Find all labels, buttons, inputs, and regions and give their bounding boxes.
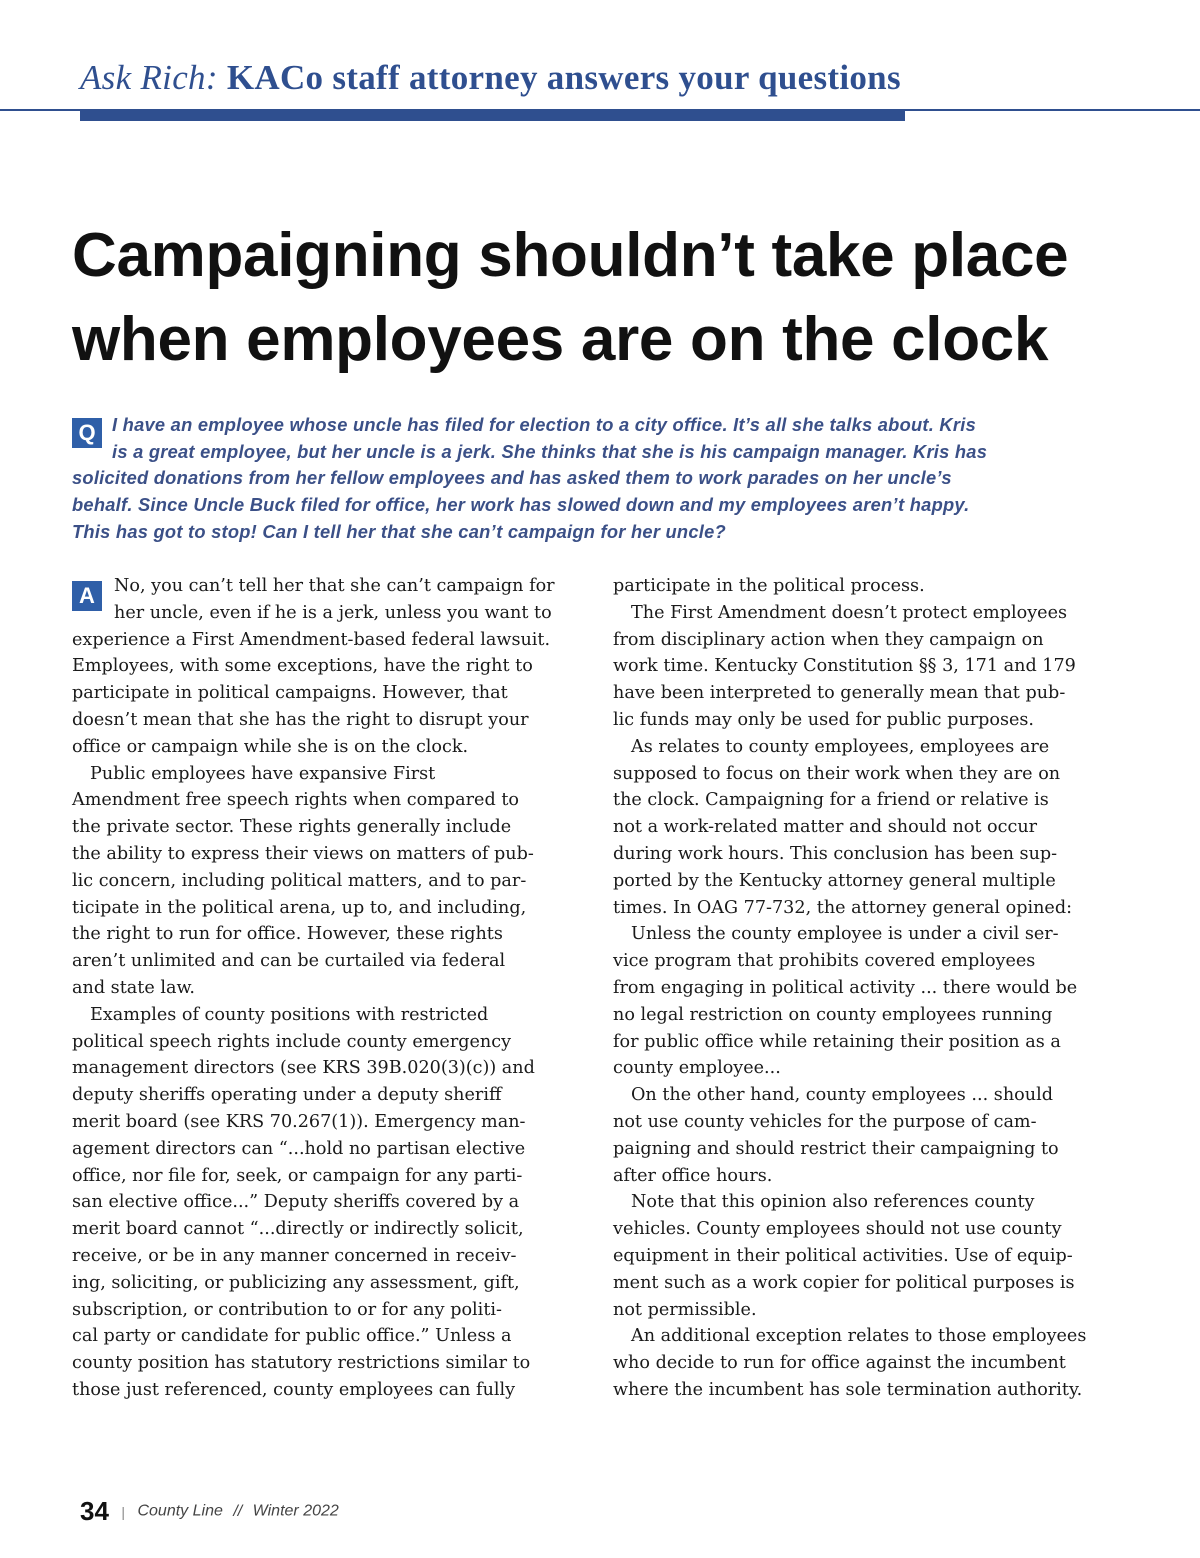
answer-line: The First Amendment doesn’t protect employees: [631, 602, 1068, 623]
answer-line: Employees, with some exceptions, have the right to: [72, 656, 533, 677]
kicker-lead: Ask Rich:: [80, 58, 218, 97]
answer-badge: A: [72, 581, 102, 611]
answer-line: county employee...: [613, 1058, 781, 1079]
answer-line: participate in the political process.: [613, 576, 925, 596]
answer-line: from engaging in political activity ... there would be: [613, 977, 1078, 998]
answer-line: merit board (see KRS 70.267(1)). Emergency man-: [72, 1111, 526, 1132]
answer-line: cal party or candidate for public office.” Unless a: [72, 1326, 512, 1347]
answer-line: for public office while retaining their position as a: [613, 1031, 1061, 1052]
answer-line: vehicles. County employees should not use county: [613, 1219, 1062, 1240]
answer-line: the private sector. These rights generally include: [72, 817, 512, 838]
answer-line: subscription, or contribution to or for any politi-: [72, 1299, 502, 1320]
answer-line: work time. Kentucky Constitution §§ 3, 171 and 179: [613, 656, 1076, 677]
answer-line: after office hours.: [613, 1165, 773, 1186]
headline-line: when employees are on the clock: [72, 305, 1049, 374]
answer-left-column: [72, 573, 592, 1404]
question-text: [72, 412, 1132, 546]
answer-line: the ability to express their views on matters of pub-: [72, 843, 534, 864]
question-line: I have an employee whose uncle has filed for election to a city office. It’s all she talks about. Kris: [112, 414, 976, 435]
answer-line: who decide to run for office against the incumbent: [613, 1353, 1066, 1374]
column-kicker: [80, 58, 901, 98]
answer-line: ticipate in the political arena, up to, and including,: [72, 897, 527, 918]
answer-line: aren’t unlimited and can be curtailed via federal: [72, 951, 506, 972]
article-headline: [72, 214, 1162, 382]
answer-line: have been interpreted to generally mean that pub-: [613, 683, 1066, 704]
answer-line: vice program that prohibits covered employees: [613, 951, 1036, 972]
answer-line: times. In OAG 77-732, the attorney general opined:: [613, 897, 1073, 918]
answer-line: no legal restriction on county employees running: [613, 1004, 1053, 1025]
question-line: solicited donations from her fellow employees and has asked them to work parades on her uncle’s: [72, 467, 952, 489]
page-footer: [80, 1496, 339, 1527]
answer-line: san elective office...” Deputy sheriffs covered by a: [72, 1192, 520, 1213]
answer-line: and state law.: [72, 977, 196, 998]
answer-line: experience a First Amendment-based federal lawsuit.: [72, 629, 551, 650]
answer-line: Public employees have expansive First: [90, 763, 436, 784]
answer-line: deputy sheriffs operating under a deputy sheriff: [72, 1085, 502, 1106]
answer-line: the right to run for office. However, these rights: [72, 924, 503, 945]
answer-line: An additional exception relates to those employees: [631, 1326, 1087, 1347]
answer-line: doesn’t mean that she has the right to disrupt your: [72, 709, 529, 730]
answer-right-column: [613, 573, 1143, 1404]
footer-divider: //: [233, 1502, 243, 1520]
answer-line: On the other hand, county employees ... should: [631, 1085, 1053, 1106]
answer-line: from disciplinary action when they campaign on: [613, 629, 1044, 650]
answer-line: the clock. Campaigning for a friend or relative is: [613, 790, 1049, 811]
answer-line: paigning and should restrict their campaigning to: [613, 1138, 1059, 1159]
headline-line: Campaigning shouldn’t take place: [72, 221, 1069, 290]
question-line: is a great employee, but her uncle is a jerk. She thinks that she is his campaign manager. Kris has: [112, 440, 988, 462]
answer-line: ported by the Kentucky attorney general multiple: [613, 870, 1056, 891]
issue-label: Winter 2022: [252, 1502, 339, 1520]
answer-line: ing, soliciting, or publicizing any assessment, gift,: [72, 1272, 520, 1293]
question-line: behalf. Since Uncle Buck filed for office, her work has slowed down and my employees aren’t happy.: [72, 494, 970, 516]
answer-line: receive, or be in any manner concerned in receiv-: [72, 1245, 517, 1266]
kicker-title: KACo staff attorney answers your questions: [226, 58, 901, 97]
footer-separator: |: [121, 1503, 126, 1520]
answer-line: office, nor file for, seek, or campaign for any parti-: [72, 1165, 523, 1186]
answer-line: office or campaign while she is on the clock.: [72, 736, 469, 757]
answer-line: supposed to focus on their work when they are on: [613, 763, 1061, 784]
answer-line: agement directors can “...hold no partisan elective: [72, 1138, 526, 1159]
answer-line: equipment in their political activities. Use of equip-: [613, 1245, 1073, 1266]
answer-line: not use county vehicles for the purpose of cam-: [613, 1111, 1037, 1132]
answer-line: participate in political campaigns. However, that: [72, 683, 508, 704]
answer-line: Examples of county positions with restricted: [90, 1004, 489, 1025]
answer-line: Note that this opinion also references county: [631, 1192, 1035, 1213]
answer-line: No, you can’t tell her that she can’t campaign for: [114, 576, 555, 596]
answer-line: Amendment free speech rights when compared to: [72, 790, 519, 811]
answer-line: county position has statutory restrictions similar to: [72, 1353, 531, 1374]
answer-line: not a work-related matter and should not occur: [613, 817, 1038, 838]
answer-line: Unless the county employee is under a civil ser-: [631, 924, 1059, 945]
answer-line: As relates to county employees, employees are: [631, 736, 1050, 757]
answer-line: not permissible.: [613, 1299, 757, 1320]
answer-line: lic concern, including political matters, and to par-: [72, 870, 527, 891]
answer-line: where the incumbent has sole termination authority.: [613, 1379, 1083, 1400]
publication-name: County Line: [137, 1502, 223, 1520]
answer-line: during work hours. This conclusion has been sup-: [613, 843, 1058, 864]
header-bar: [80, 111, 905, 121]
answer-line: ment such as a work copier for political purposes is: [613, 1272, 1075, 1293]
answer-line: management directors (see KRS 39B.020(3)(c)) and: [72, 1058, 535, 1079]
answer-line: her uncle, even if he is a jerk, unless you want to: [114, 602, 552, 623]
answer-line: merit board cannot “...directly or indirectly solicit,: [72, 1219, 524, 1240]
answer-line: lic funds may only be used for public purposes.: [613, 709, 1035, 730]
answer-line: political speech rights include county emergency: [72, 1031, 512, 1052]
answer-line: those just referenced, county employees can fully: [72, 1379, 516, 1400]
question-line: This has got to stop! Can I tell her that she can’t campaign for her uncle?: [72, 520, 726, 542]
question-badge: Q: [72, 418, 102, 448]
page-number: 34: [80, 1496, 109, 1526]
